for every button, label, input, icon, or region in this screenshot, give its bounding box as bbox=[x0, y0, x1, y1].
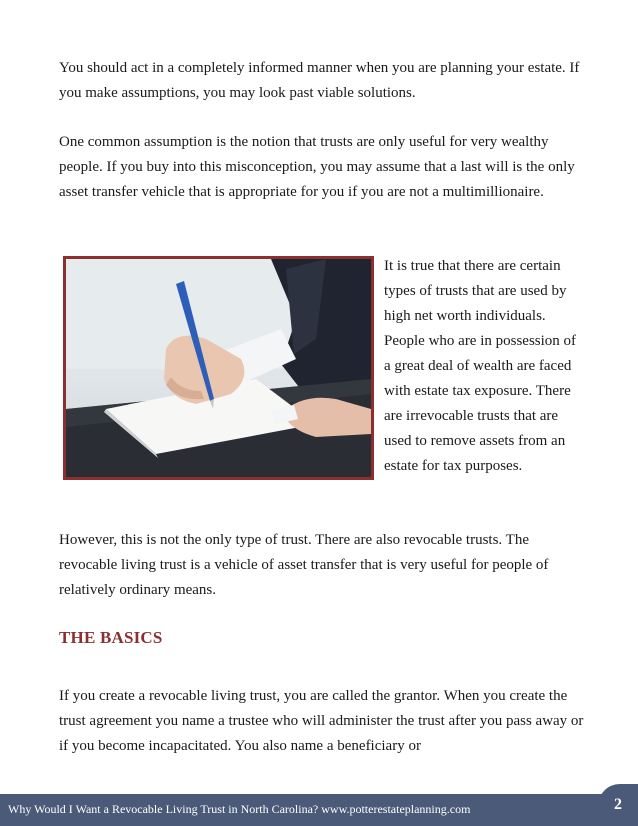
footer-text: Why Would I Want a Revocable Living Trust in North Carolina? www.potterestateplanning.com bbox=[8, 802, 471, 816]
paragraph-basics: If you create a revocable living trust, you are called the grantor. When you create the trust agreement you name a trustee who will administer the trust after you pass away or if you become incapacitated. You also name a beneficiary or bbox=[59, 688, 584, 754]
paragraph-revocable-trusts: However, this is not the only type of trust. There are also revocable trusts. The revocable living trust is a vehicle of asset transfer that is very useful for people of relatively ordinary means. bbox=[59, 532, 549, 598]
footer-bar bbox=[0, 794, 638, 826]
paragraph-intro: You should act in a completely informed manner when you are planning your estate. If you make assumptions, you may look past viable solutions. bbox=[59, 60, 580, 101]
paragraph-assumption: One common assumption is the notion that trusts are only useful for very wealthy people. If you buy into this misconception, you may assume that a last will is the only asset transfer vehicle that is appropriate for you if you are not a multimillionaire. bbox=[59, 134, 575, 200]
section-heading-basics: THE BASICS bbox=[59, 628, 163, 647]
paragraph-high-net-worth: It is true that there are certain types of trusts that are used by high net worth individuals. People who are in possession of a great deal of wealth are faced with estate tax exposure. There are irrevocable trusts that are used to remove assets from an estate for tax purposes. bbox=[384, 258, 577, 474]
page-number: 2 bbox=[598, 784, 638, 826]
signing-document-photo bbox=[63, 256, 374, 480]
